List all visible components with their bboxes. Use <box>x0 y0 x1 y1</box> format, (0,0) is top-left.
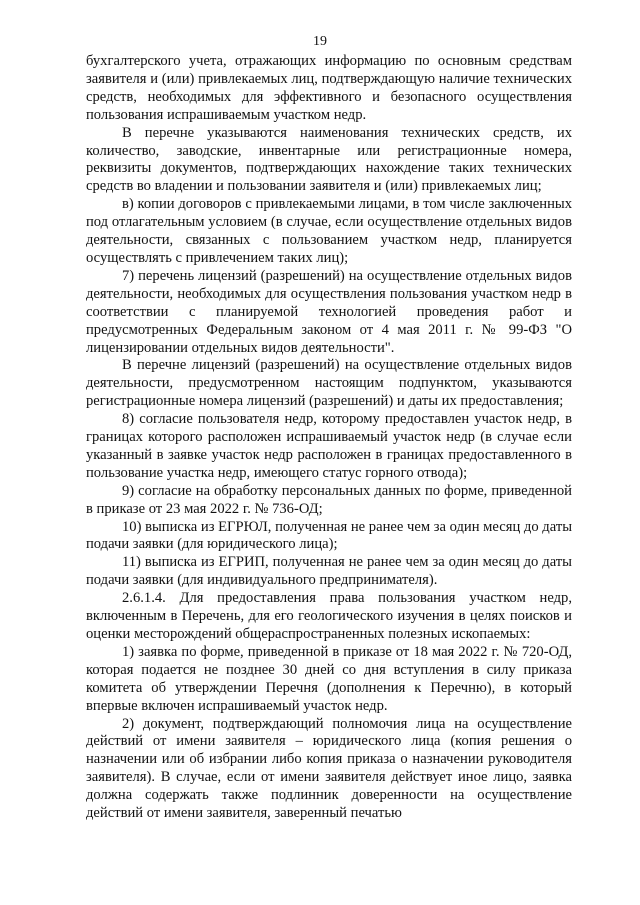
paragraph: 7) перечень лицензий (разрешений) на осуществление отдельных видов деятельности, необходимых для осуществления пользования участком недр в соответствии с планируемой технологией проведения работ и предусмотренных Федеральным законом от 4 мая 2011 г. № 99-ФЗ "О лицензировании отдельных видов деятельности". <box>86 267 572 356</box>
paragraph: 8) согласие пользователя недр, которому предоставлен участок недр, в границах которого расположен испрашиваемый участок недр (в случае если указанный в заявке участок недр расположен в границах предоставленного в пользование участка недр, имеющего статус горного отвода); <box>86 411 572 481</box>
document-body <box>86 53 572 823</box>
page-number: 19 <box>313 34 327 49</box>
paragraph: 10) выписка из ЕГРЮЛ, полученная не ранее чем за один месяц до даты подачи заявки (для юридического лица); <box>86 518 572 553</box>
paragraph: 2.6.1.4. Для предоставления права пользования участком недр, включенным в Перечень, для его геологического изучения в целях поисков и оценки месторождений общераспространенных полезных ископаемых: <box>86 590 572 642</box>
paragraph: В перечне лицензий (разрешений) на осуществление отдельных видов деятельности, предусмотренном настоящим подпунктом, указываются регистрационные номера лицензий (разрешений) и даты их предоставления; <box>86 357 572 410</box>
paragraph: 11) выписка из ЕГРИП, полученная не ранее чем за один месяц до даты подачи заявки (для индивидуального предпринимателя). <box>86 554 572 589</box>
paragraph: 2) документ, подтверждающий полномочия лица на осуществление действий от имени заявителя – юридического лица (копия решения о назначении или об избрании либо копия приказа о назначении руководителя заявителя). В случае, если от имени заявителя действует иное лицо, заявка должна содержать также подлинник доверенности на осуществление действий от имени заявителя, заверенный печатью <box>86 715 572 822</box>
paragraph: в) копии договоров с привлекаемыми лицами, в том числе заключенных под отлагательным условием (в случае, если осуществление отдельных видов деятельности, связанных с пользованием участком недр, планируется осуществлять с привлечением таких лиц); <box>86 196 572 266</box>
paragraph: В перечне указываются наименования технических средств, их количество, заводские, инвентарные или регистрационные номера, реквизиты документов, подтверждающих нахождение таких технических средств во владении и пользовании заявителя и (или) привлекаемых лиц; <box>86 124 572 195</box>
paragraph: бухгалтерского учета, отражающих информацию по основным средствам заявителя и (или) привлекаемых лиц, подтверждающую наличие технических средств, необходимых для эффективного и безопасного осуществления пользования испрашиваемым участком недр. <box>86 53 572 123</box>
paragraph: 9) согласие на обработку персональных данных по форме, приведенной в приказе от 23 мая 2022 г. № 736-ОД; <box>86 482 572 517</box>
paragraph: 1) заявка по форме, приведенной в приказе от 18 мая 2022 г. № 720-ОД, которая подается не позднее 30 дней со дня вступления в силу приказа комитета об утверждении Перечня (дополнения к Перечню), в который впервые включен испрашиваемый участок недр. <box>86 643 572 714</box>
